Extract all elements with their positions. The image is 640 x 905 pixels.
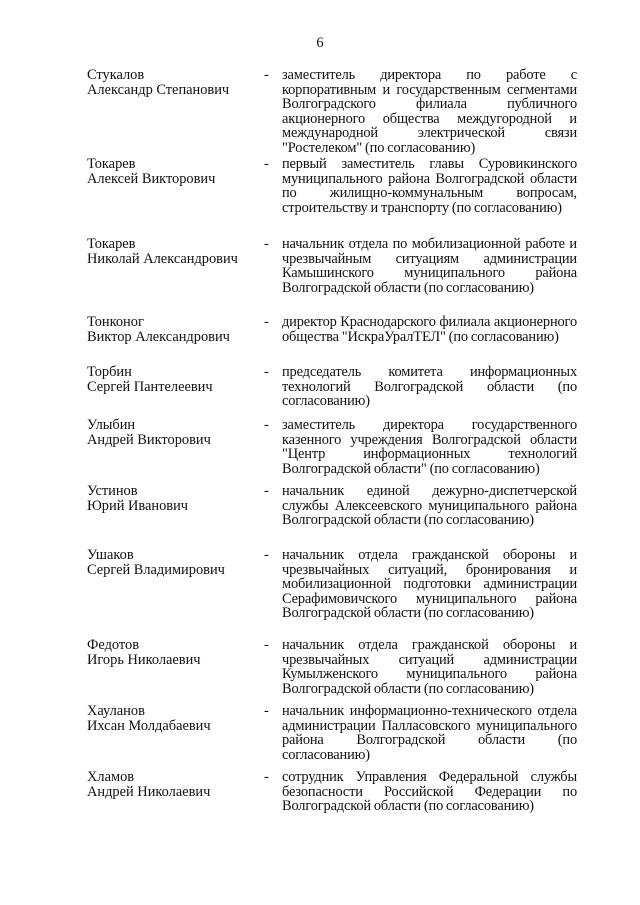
given-name: Александр Степанович: [87, 81, 230, 98]
person-name: [87, 418, 257, 447]
surname: Торбин: [87, 364, 132, 380]
dash-separator: -: [264, 547, 269, 563]
surname: Токарев: [87, 156, 136, 172]
surname: Устинов: [87, 483, 138, 499]
surname: Хауланов: [87, 703, 145, 719]
surname: Токарев: [87, 236, 136, 252]
dash-separator: -: [264, 236, 269, 252]
person-name: [87, 548, 257, 577]
position-description: начальник единой дежурно-диспетчерской службы Алексеевского муниципального района Волгоградской области (по согласованию): [282, 483, 577, 529]
surname: Федотов: [87, 637, 139, 653]
position-description: директор Краснодарского филиала акционерного общества "ИскраУралТЕЛ" (по согласованию): [282, 314, 577, 345]
given-name: Виктор Александрович: [87, 328, 230, 345]
position-description: заместитель директора по работе с корпоративным и государственным сегментами Волгоградского филиала публичного акционерного общества междугородной и международной электрической связи "Ростелеком" (по согласованию): [282, 67, 577, 156]
dash-separator: -: [264, 637, 269, 653]
surname: Тонконог: [87, 314, 144, 330]
dash-separator: -: [264, 703, 269, 719]
given-name: Алексей Викторович: [87, 170, 216, 187]
dash-separator: -: [264, 156, 269, 172]
person-name: [87, 68, 257, 97]
person-name: [87, 157, 257, 186]
surname: Стукалов: [87, 67, 145, 83]
dash-separator: -: [264, 364, 269, 380]
dash-separator: -: [264, 417, 269, 433]
given-name: Юрий Иванович: [87, 497, 189, 514]
position-description: первый заместитель главы Суровикинского муниципального района Волгоградской области по жилищно-коммунальным вопросам, строительству и транспорту (по согласованию): [282, 156, 577, 216]
position-description: начальник отдела гражданской обороны и чрезвычайных ситуаций, бронирования и мобилизационной подготовки администрации Серафимовичского муниципального района Волгоградской области (по согласованию): [282, 547, 577, 622]
given-name: Андрей Викторович: [87, 431, 211, 448]
position-description: председатель комитета информационных технологий Волгоградской области (по согласованию): [282, 364, 577, 410]
given-name: Игорь Николаевич: [87, 651, 201, 668]
dash-separator: -: [264, 483, 269, 499]
person-name: [87, 484, 257, 513]
dash-separator: -: [264, 67, 269, 83]
given-name: Сергей Пантелеевич: [87, 378, 213, 395]
dash-separator: -: [264, 314, 269, 330]
person-name: [87, 365, 257, 394]
surname: Ушаков: [87, 547, 134, 563]
position-description: начальник информационно-технического отдела администрации Палласовского муниципального района Волгоградской области (по согласованию): [282, 703, 577, 763]
surname: Улыбин: [87, 417, 136, 433]
given-name: Сергей Владимирович: [87, 561, 225, 578]
position-description: начальник отдела гражданской обороны и чрезвычайных ситуаций администрации Кумылженского муниципального района Волгоградской области (по согласованию): [282, 637, 577, 697]
position-description: начальник отдела по мобилизационной работе и чрезвычайным ситуациям администрации Камышинского муниципального района Волгоградской области (по согласованию): [282, 236, 577, 296]
position-description: заместитель директора государственного казенного учреждения Волгоградской области "Центр информационных технологий Волгоградской области" (по согласованию): [282, 417, 577, 477]
person-name: [87, 315, 257, 344]
person-name: [87, 770, 257, 799]
dash-separator: -: [264, 769, 269, 785]
person-name: [87, 237, 257, 266]
person-name: [87, 704, 257, 733]
given-name: Андрей Николаевич: [87, 783, 211, 800]
surname: Хламов: [87, 769, 135, 785]
given-name: Ихсан Молдабаевич: [87, 717, 211, 734]
given-name: Николай Александрович: [87, 250, 238, 267]
position-description: сотрудник Управления Федеральной службы безопасности Российской Федерации по Волгоградской области (по согласованию): [282, 769, 577, 815]
person-name: [87, 638, 257, 667]
page-number: 6: [316, 35, 324, 51]
